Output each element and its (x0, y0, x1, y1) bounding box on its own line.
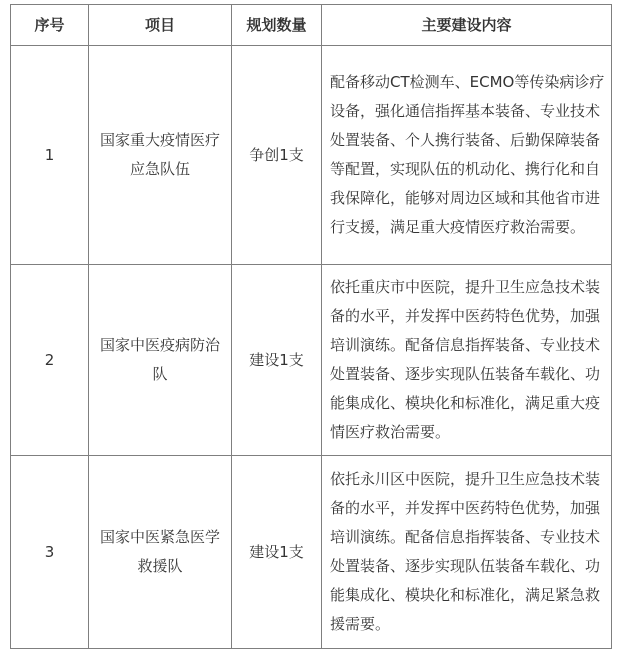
table-row (11, 46, 612, 265)
cell-content: 配备移动CT检测车、ECMO等传染病诊疗设备，强化通信指挥基本装备、专业技术处置装备、个人携行装备、后勤保障装备等配置，实现队伍的机动化、携行化和自我保障化，能够对周边区域和其他省市进行支援，满足重大疫情医疗救治需要。 (322, 46, 612, 265)
cell-project: 国家中医紧急医学救援队 (89, 456, 232, 649)
cell-content: 依托永川区中医院，提升卫生应急技术装备的水平，并发挥中医药特色优势，加强培训演练。配备信息指挥装备、专业技术处置装备、逐步实现队伍装备车载化、功能集成化、模块化和标准化，满足紧急救援需要。 (322, 456, 612, 649)
cell-no: 1 (11, 46, 89, 265)
cell-quantity: 建设1支 (232, 265, 322, 456)
cell-project: 国家重大疫情医疗应急队伍 (89, 46, 232, 265)
table-row (11, 265, 612, 456)
cell-quantity: 争创1支 (232, 46, 322, 265)
header-content: 主要建设内容 (322, 5, 612, 46)
header-row (11, 5, 612, 46)
cell-quantity: 建设1支 (232, 456, 322, 649)
header-no: 序号 (11, 5, 89, 46)
cell-no: 2 (11, 265, 89, 456)
cell-project: 国家中医疫病防治队 (89, 265, 232, 456)
header-quantity: 规划数量 (232, 5, 322, 46)
planning-table (10, 4, 612, 649)
cell-content: 依托重庆市中医院，提升卫生应急技术装备的水平，并发挥中医药特色优势，加强培训演练。配备信息指挥装备、专业技术处置装备、逐步实现队伍装备车载化、功能集成化、模块化和标准化，满足重大疫情医疗救治需要。 (322, 265, 612, 456)
table-row (11, 456, 612, 649)
header-project: 项目 (89, 5, 232, 46)
cell-no: 3 (11, 456, 89, 649)
